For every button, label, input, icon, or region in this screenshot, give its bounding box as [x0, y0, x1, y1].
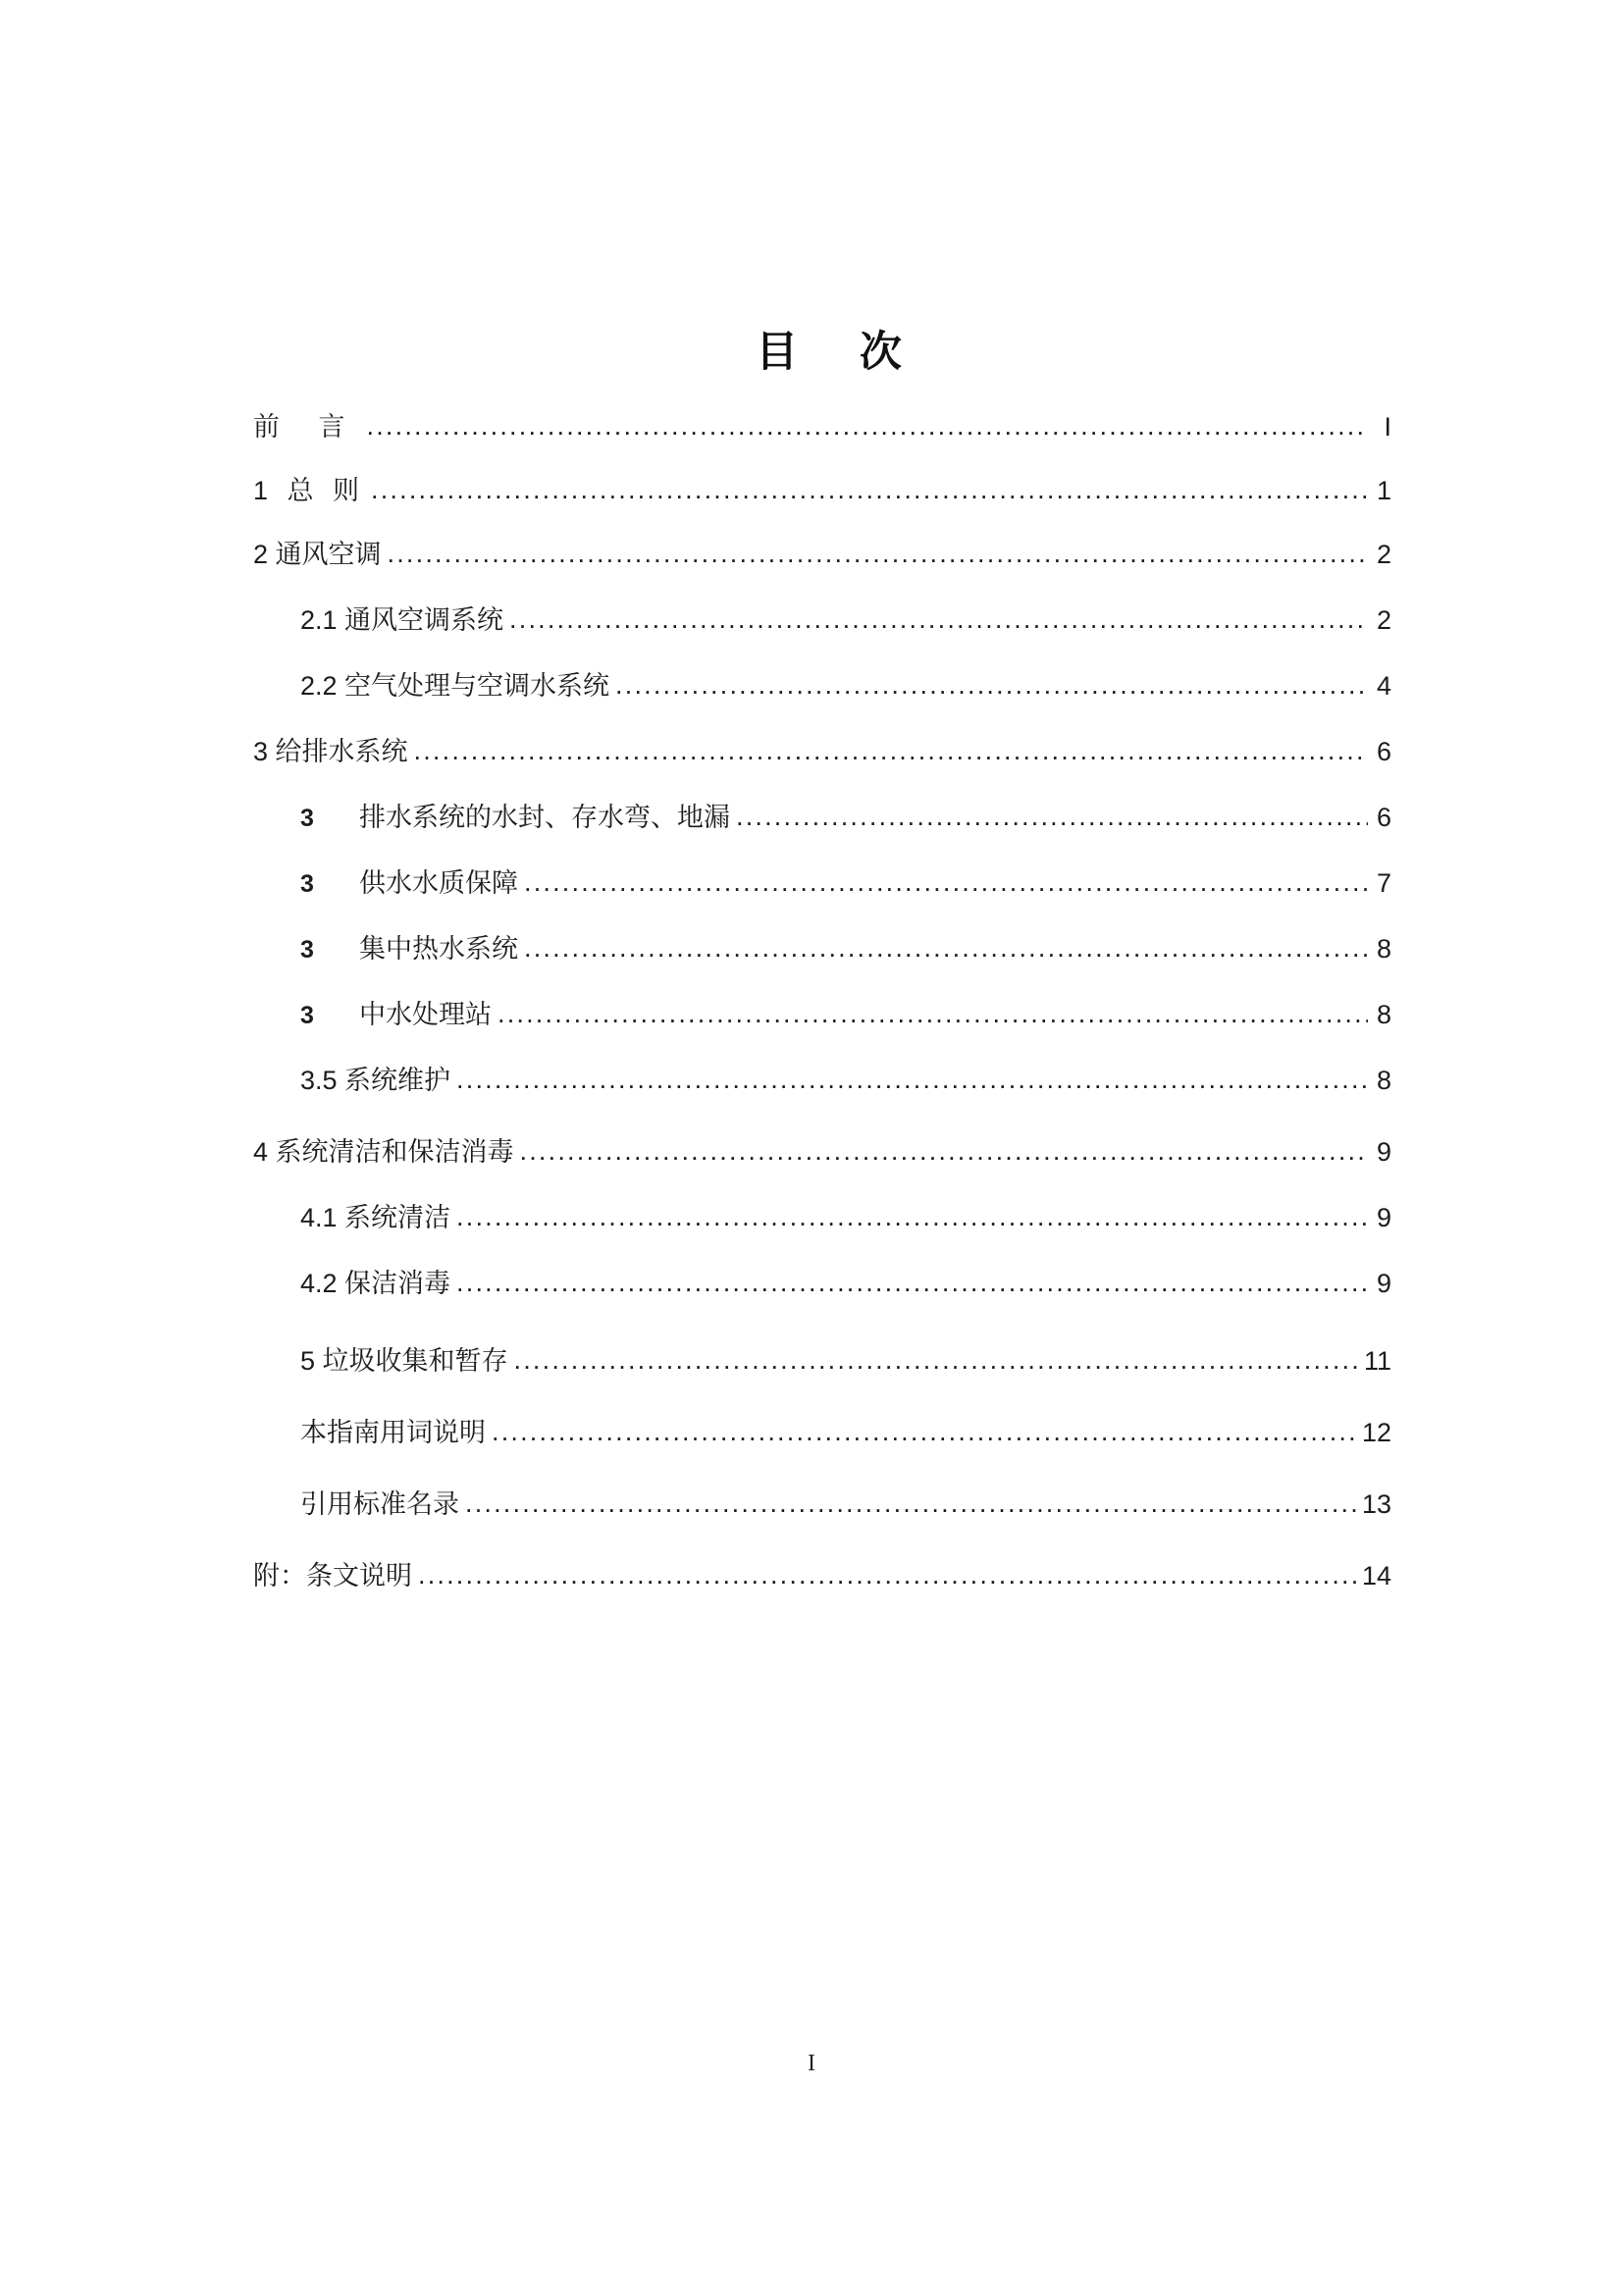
toc-entry[interactable]	[253, 737, 1391, 765]
toc-entry-page: 4	[1376, 671, 1391, 701]
toc-entry[interactable]	[300, 1418, 1391, 1446]
toc-entry[interactable]	[300, 1000, 1391, 1028]
page-footer-number: I	[808, 2051, 816, 2076]
toc-entry-number: 3	[300, 936, 314, 964]
toc-entry-number: 3	[300, 805, 314, 832]
toc-entry-number: 3	[300, 870, 314, 898]
toc-entry-page: 6	[1376, 803, 1391, 832]
toc-entry[interactable]	[253, 1561, 1391, 1590]
toc-entry[interactable]	[300, 605, 1391, 634]
toc-entry[interactable]	[300, 934, 1391, 963]
table-of-contents	[253, 412, 1391, 1590]
toc-leader-dots	[498, 1000, 1368, 1025]
toc-entry-label: 4 系统清洁和保洁消毒	[253, 1137, 514, 1167]
toc-leader-dots	[465, 1489, 1358, 1515]
toc-entry-label: 2.1 通风空调系统	[300, 605, 504, 635]
toc-entry-page: 8	[1376, 1066, 1391, 1095]
toc-entry[interactable]	[300, 1489, 1391, 1518]
toc-entry-label: 前 言	[253, 412, 361, 442]
toc-entry-page: 2	[1376, 540, 1391, 569]
toc-entry-label: 2.2 空气处理与空调水系统	[300, 671, 610, 701]
toc-leader-dots	[456, 1066, 1368, 1091]
toc-leader-dots	[524, 934, 1368, 960]
toc-entry-page: 9	[1376, 1269, 1391, 1298]
toc-entry-label: 4.1 系统清洁	[300, 1203, 451, 1232]
toc-leader-dots	[371, 476, 1368, 501]
toc-entry-label: 引用标准名录	[300, 1489, 459, 1519]
toc-entry-page: 8	[1376, 934, 1391, 964]
toc-entry[interactable]	[253, 412, 1391, 441]
toc-entry-label: 集中热水系统	[359, 934, 518, 964]
toc-entry-number: 3	[300, 1002, 314, 1029]
toc-entry-label: 4.2 保洁消毒	[300, 1269, 451, 1298]
toc-entry-page: 7	[1376, 868, 1391, 898]
toc-entry-label: 供水水质保障	[359, 868, 518, 898]
toc-entry-label: 2 通风空调	[253, 540, 382, 569]
toc-entry[interactable]	[300, 1066, 1391, 1094]
toc-entry-page: 6	[1376, 737, 1391, 766]
toc-entry-label: 附：条文说明	[253, 1561, 412, 1591]
toc-entry-label: 本指南用词说明	[300, 1418, 486, 1447]
toc-entry-page: 13	[1361, 1489, 1391, 1519]
toc-entry[interactable]	[300, 1269, 1391, 1297]
toc-entry-page: I	[1384, 412, 1391, 442]
toc-leader-dots	[388, 540, 1368, 565]
toc-entry-page: 8	[1376, 1000, 1391, 1029]
toc-entry[interactable]	[253, 1137, 1391, 1166]
toc-entry-page: 11	[1363, 1346, 1391, 1376]
toc-entry[interactable]	[253, 476, 1391, 504]
toc-leader-dots	[524, 868, 1368, 894]
toc-leader-dots	[492, 1418, 1358, 1443]
toc-entry[interactable]	[300, 671, 1391, 700]
toc-entry[interactable]	[253, 540, 1391, 568]
toc-entry-page: 1	[1376, 476, 1391, 505]
toc-leader-dots	[514, 1346, 1360, 1372]
toc-leader-dots	[456, 1269, 1368, 1294]
toc-entry-label: 5 垃圾收集和暂存	[300, 1346, 508, 1376]
toc-entry-page: 12	[1361, 1418, 1391, 1447]
toc-entry[interactable]	[300, 803, 1391, 831]
toc-entry-page: 2	[1376, 605, 1391, 635]
toc-leader-dots	[418, 1561, 1358, 1587]
toc-entry-page: 9	[1376, 1137, 1391, 1167]
toc-leader-dots	[509, 605, 1368, 631]
toc-entry[interactable]	[300, 868, 1391, 897]
toc-entry-page: 9	[1376, 1203, 1391, 1232]
toc-leader-dots	[520, 1137, 1368, 1163]
toc-entry-page: 14	[1361, 1561, 1391, 1591]
page-title: 目 次	[756, 330, 927, 376]
toc-leader-dots	[736, 803, 1368, 828]
toc-leader-dots	[414, 737, 1368, 762]
toc-entry-label: 3 给排水系统	[253, 737, 408, 766]
toc-entry-label: 排水系统的水封、存水弯、地漏	[359, 803, 730, 832]
toc-leader-dots	[456, 1203, 1368, 1228]
toc-leader-dots	[367, 412, 1368, 438]
toc-entry-label: 中水处理站	[359, 1000, 492, 1029]
toc-entry[interactable]	[300, 1203, 1391, 1231]
toc-entry-label: 3.5 系统维护	[300, 1066, 451, 1095]
toc-leader-dots	[615, 671, 1368, 697]
toc-entry[interactable]	[300, 1346, 1391, 1375]
toc-entry-label: 1 总 则	[253, 476, 366, 505]
